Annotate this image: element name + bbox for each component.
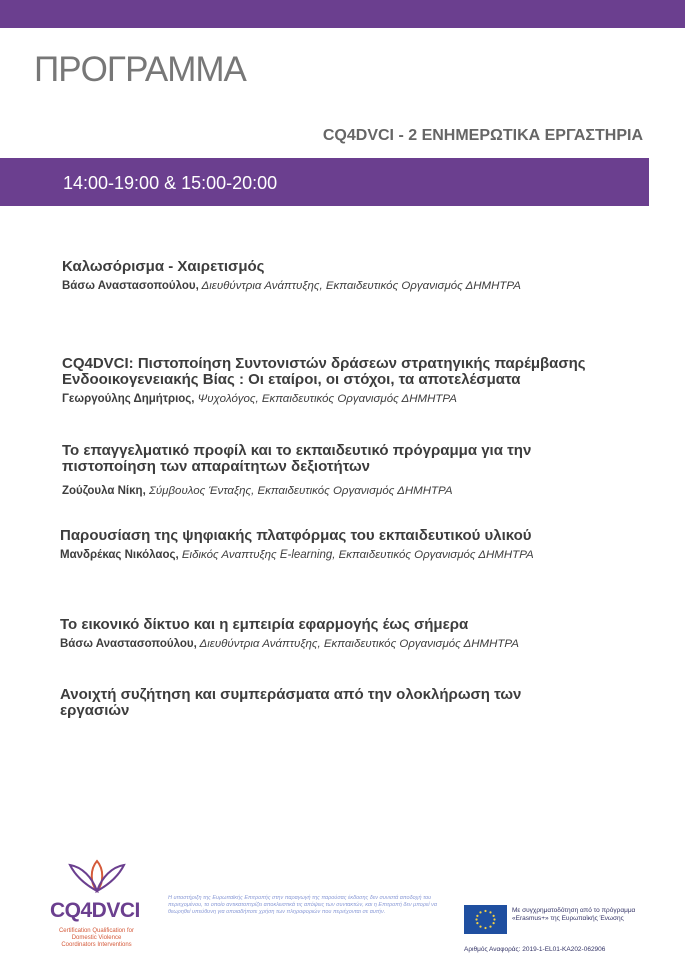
agenda-item-title: Ανοιχτή συζήτηση και συμπεράσματα από την ολοκλήρωση των εργασιών: [60, 686, 522, 719]
agenda-item-speaker: [62, 392, 642, 406]
agenda-item: [60, 617, 650, 651]
agenda-item-title: Παρουσίαση της ψηφιακής πλατφόρμας του εκπαιδευτικού υλικού: [60, 527, 532, 544]
logo-name: CQ4DVCI: [50, 899, 140, 922]
agenda-item-speaker: [60, 548, 650, 562]
agenda-item: [62, 259, 642, 293]
speaker-role: Ψυχολόγος, Εκπαιδευτικός Οργανισμός ΔΗΜΗΤΡΑ: [194, 393, 457, 405]
time-banner: [0, 158, 649, 206]
agenda-item: [60, 687, 560, 719]
speaker-name: Γεωργούλης Δημήτριος,: [62, 393, 195, 405]
eu-disclaimer: Η υποστήριξη της Ευρωπαϊκής Επιτροπής στην παραγωγή της παρούσας έκδοσης δεν συνιστά αποδοχή του περιεχομένου, το οποίο αντικατοπτρίζει αποκλειστικά τις απόψεις των συντακτών, και η Επιτροπή δεν μπορεί να θεωρηθεί υπεύθυνη για οποιαδήποτε χρήση των πληροφοριών που περιέχονται σε αυτήν.: [168, 895, 438, 915]
agenda-item: [60, 528, 650, 562]
agenda-item-title: Το επαγγελματικό προφίλ και το εκπαιδευτικό πρόγραμμα για την πιστοποίηση των απαραίτητων δεξιοτήτων: [62, 442, 532, 475]
speaker-role: Σύμβουλος Ένταξης, Εκπαιδευτικός Οργανισμός ΔΗΜΗΤΡΑ: [145, 485, 453, 497]
eu-flag-icon: [464, 905, 507, 934]
eu-funding-text: Με συγχρηματοδότηση από το πρόγραμμα «Erasmus+» της Ευρωπαϊκής Ένωσης: [512, 907, 636, 922]
agenda-item-title: Καλωσόρισμα - Χαιρετισμός: [62, 258, 265, 275]
agenda-item: [62, 443, 592, 498]
agenda-item-speaker: [62, 484, 592, 498]
agenda-item-speaker: [62, 279, 642, 293]
top-accent-bar: [0, 0, 685, 28]
cq4dvci-logo: [40, 855, 155, 955]
speaker-name: Βάσω Αναστασοπούλου,: [60, 638, 197, 650]
lotus-logo-icon: [40, 855, 155, 900]
speaker-name: Μανδρέκας Νικόλαος,: [60, 549, 179, 561]
reference-number: Αριθμός Αναφοράς: 2019-1-EL01-KA202-062906: [464, 946, 606, 953]
agenda-item: [62, 356, 642, 406]
agenda-item-speaker: [60, 637, 650, 651]
page-subtitle: CQ4DVCI - 2 ΕΝΗΜΕΡΩΤΙΚΑ ΕΡΓΑΣΤΗΡΙΑ: [322, 127, 643, 144]
logo-tagline: Certification Qualification for Domestic Violence Coordinators Interventions: [58, 928, 135, 948]
time-range: 14:00-19:00 & 15:00-20:00: [63, 173, 278, 193]
agenda-item-title: CQ4DVCI: Πιστοποίηση Συντονιστών δράσεων στρατηγικής παρέμβασης Ενδοοικογενειακής Βίας : Οι εταίροι, οι στόχοι, τα αποτελέσματα: [62, 355, 586, 388]
agenda-item-title: Το εικονικό δίκτυο και η εμπειρία εφαρμογής έως σήμερα: [60, 616, 469, 633]
page-title: ΠΡΟΓΡΑΜΜΑ: [34, 50, 246, 89]
speaker-name: Ζούζουλα Νίκη,: [62, 485, 146, 497]
speaker-role: Διευθύντρια Ανάπτυξης, Εκπαιδευτικός Οργανισμός ΔΗΜΗΤΡΑ: [198, 280, 521, 292]
speaker-role: Διευθύντρια Ανάπτυξης, Εκπαιδευτικός Οργανισμός ΔΗΜΗΤΡΑ: [196, 638, 519, 650]
speaker-name: Βάσω Αναστασοπούλου,: [62, 280, 199, 292]
speaker-role: Ειδικός Αναπτυξης E-learning, Εκπαιδευτικός Οργανισμός ΔΗΜΗΤΡΑ: [178, 549, 534, 561]
